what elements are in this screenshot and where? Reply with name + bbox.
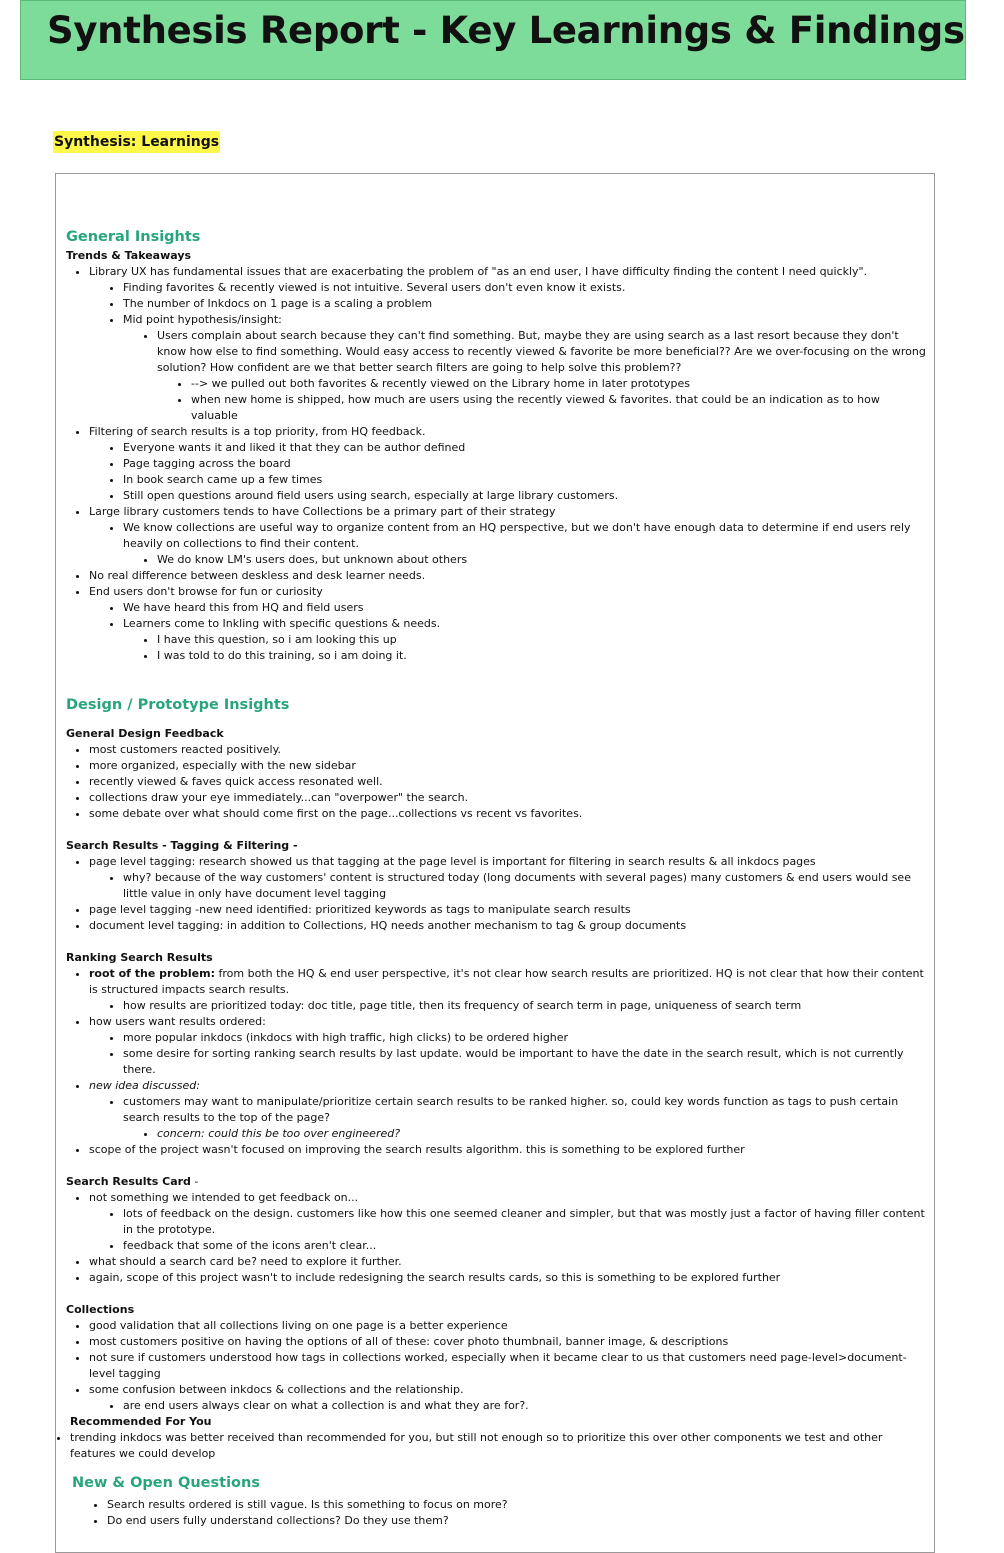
list-item: • Learners come to Inkling with specific questions & needs. • I have this question, so i am looking this up • I was told to do this training, so i am doing it.	[123, 616, 926, 664]
list-item: • --> we pulled out both favorites & recently viewed on the Library home in later prototypes	[191, 376, 926, 392]
list-item: • how results are prioritized today: doc title, page title, then its frequency of search term in page, uniqueness of search term	[123, 998, 926, 1014]
list-item: • why? because of the way customers' content is structured today (long documents with several pages) many customers & end users would see little value in only have document level tagging	[123, 870, 926, 902]
list-item: • most customers positive on having the options of all of these: cover photo thumbnail, banner image, & descriptions	[89, 1334, 926, 1350]
search-card-title: Search Results Card -	[66, 1175, 199, 1188]
list-item: • when new home is shipped, how much are users using the recently viewed & favorites. that could be an indication as to how valuable	[191, 392, 926, 424]
list-item: • Everyone wants it and liked it that they can be author defined	[123, 440, 926, 456]
list-item: • Large library customers tends to have Collections be a primary part of their strategy • We know collections are useful way to organize content from an HQ perspective, but we don't have enough data to determine if end users rely heavily on collections to find their content. • We do know LM's users does, but unknown about others	[89, 504, 926, 568]
report-body	[66, 226, 926, 1529]
general-design-feedback-list	[66, 742, 926, 822]
tagging-filtering-list	[66, 854, 926, 934]
list-item: • feedback that some of the icons aren't clear...	[123, 1238, 926, 1254]
list-item: • page level tagging: research showed us that tagging at the page level is important for filtering in search results & all inkdocs pages • why? because of the way customers' content is structured today (long documents with several pages) many customers & end users would see little value in only have document level tagging	[89, 854, 926, 902]
list-item: • not something we intended to get feedback on... • lots of feedback on the design. customers like how this one seemed cleaner and simpler, but that was mostly just a factor of having filler content in the prototype. • feedback that some of the icons aren't clear...	[89, 1190, 926, 1254]
tagging-filtering-title: Search Results - Tagging & Filtering -	[66, 839, 298, 852]
list-item: • how users want results ordered: • more popular inkdocs (inkdocs with high traffic, high clicks) to be ordered higher • some desire for sorting ranking search results by last update. would be important to have the date in the search result, which is not currently there.	[89, 1014, 926, 1078]
recommended-title: Recommended For You	[70, 1415, 212, 1428]
list-item: • more organized, especially with the new sidebar	[89, 758, 926, 774]
list-item: • Finding favorites & recently viewed is not intuitive. Several users don't even know it exists.	[123, 280, 926, 296]
list-item: • some desire for sorting ranking search results by last update. would be important to have the date in the search result, which is not currently there.	[123, 1046, 926, 1078]
list-item: • I have this question, so i am looking this up	[157, 632, 926, 648]
list-item: • trending inkdocs was better received than recommended for you, but still not enough so to prioritize this over other components we test and other features we could develop	[70, 1430, 926, 1462]
open-questions-heading: New & Open Questions	[72, 1475, 260, 1491]
list-item: • good validation that all collections living on one page is a better experience	[89, 1318, 926, 1334]
list-item: • what should a search card be? need to explore it further.	[89, 1254, 926, 1270]
list-item: • scope of the project wasn't focused on improving the search results algorithm. this is something to be explored further	[89, 1142, 926, 1158]
list-item: • Mid point hypothesis/insight: • Users complain about search because they can't find something. But, maybe they are using search as a last resort because they don't know how else to find something. Would easy access to recently viewed & favorite be more beneficial?? Are we over-focusing on the wrong solution? How confident are we that better search filters are going to help solve this problem?? • --> we pulled out both favorites & recently viewed on the Library home in later prototypes • when new home is shipped, how much are users using the recently viewed & favorites. that could be an indication as to how valuable	[123, 312, 926, 424]
page-title: Synthesis Report - Key Learnings & Findings	[47, 9, 965, 52]
list-item: • recently viewed & faves quick access resonated well.	[89, 774, 926, 790]
list-item: • page level tagging -new need identified: prioritized keywords as tags to manipulate search results	[89, 902, 926, 918]
list-item: • In book search came up a few times	[123, 472, 926, 488]
list-item: • Search results ordered is still vague. Is this something to focus on more?	[107, 1497, 926, 1513]
list-item: • customers may want to manipulate/prioritize certain search results to be ranked higher. so, could key words function as tags to push certain search results to the top of the page? • concern: could this be too over engineered?	[123, 1094, 926, 1142]
list-item: • End users don't browse for fun or curiosity • We have heard this from HQ and field users • Learners come to Inkling with specific questions & needs. • I have this question, so i am looking this up • I was told to do this training, so i am doing it.	[89, 584, 926, 664]
list-item: • some confusion between inkdocs & collections and the relationship. • are end users always clear on what a collection is and what they are for?.	[89, 1382, 926, 1414]
collections-title: Collections	[66, 1303, 135, 1316]
list-item: • We know collections are useful way to organize content from an HQ perspective, but we don't have enough data to determine if end users rely heavily on collections to find their content. • We do know LM's users does, but unknown about others	[123, 520, 926, 568]
list-item: • The number of Inkdocs on 1 page is a scaling a problem	[123, 296, 926, 312]
list-item: • We have heard this from HQ and field users	[123, 600, 926, 616]
section-label: Synthesis: Learnings	[53, 131, 220, 153]
list-item: • lots of feedback on the design. customers like how this one seemed cleaner and simpler, but that was mostly just a factor of having filler content in the prototype.	[123, 1206, 926, 1238]
list-item: • more popular inkdocs (inkdocs with high traffic, high clicks) to be ordered higher	[123, 1030, 926, 1046]
design-insights-heading: Design / Prototype Insights	[66, 697, 290, 713]
title-banner	[20, 0, 966, 80]
list-item: • root of the problem: from both the HQ & end user perspective, it's not clear how search results are prioritized. HQ is not clear that how their content is structured impacts search results. • how results are prioritized today: doc title, page title, then its frequency of search term in page, uniqueness of search term	[89, 966, 926, 1014]
recommended-list	[66, 1430, 926, 1462]
list-item: • document level tagging: in addition to Collections, HQ needs another mechanism to tag & group documents	[89, 918, 926, 934]
list-item: • most customers reacted positively.	[89, 742, 926, 758]
list-item: • I was told to do this training, so i am doing it.	[157, 648, 926, 664]
list-item: • new idea discussed: • customers may want to manipulate/prioritize certain search results to be ranked higher. so, could key words function as tags to push certain search results to the top of the page? • concern: could this be too over engineered?	[89, 1078, 926, 1142]
list-item: • Users complain about search because they can't find something. But, maybe they are using search as a last resort because they don't know how else to find something. Would easy access to recently viewed & favorite be more beneficial?? Are we over-focusing on the wrong solution? How confident are we that better search filters are going to help solve this problem?? • --> we pulled out both favorites & recently viewed on the Library home in later prototypes • when new home is shipped, how much are users using the recently viewed & favorites. that could be an indication as to how valuable	[157, 328, 926, 424]
general-design-feedback-title: General Design Feedback	[66, 727, 224, 740]
general-insights-heading: General Insights	[66, 229, 201, 245]
list-item: • not sure if customers understood how tags in collections worked, especially when it became clear to us that customers need page-level>document-level tagging	[89, 1350, 926, 1382]
open-questions-list	[66, 1497, 926, 1529]
list-item: • Page tagging across the board	[123, 456, 926, 472]
ranking-list	[66, 966, 926, 1158]
ranking-title: Ranking Search Results	[66, 951, 213, 964]
search-card-list	[66, 1190, 926, 1286]
list-item: • No real difference between deskless and desk learner needs.	[89, 568, 926, 584]
list-item: • Do end users fully understand collections? Do they use them?	[107, 1513, 926, 1529]
list-item: • concern: could this be too over engineered?	[157, 1126, 926, 1142]
list-item: • collections draw your eye immediately...can "overpower" the search.	[89, 790, 926, 806]
trends-list	[66, 264, 926, 664]
list-item: • are end users always clear on what a collection is and what they are for?.	[123, 1398, 926, 1414]
collections-list	[66, 1318, 926, 1414]
list-item: • again, scope of this project wasn't to include redesigning the search results cards, so this is something to be explored further	[89, 1270, 926, 1286]
list-item: • Still open questions around field users using search, especially at large library customers.	[123, 488, 926, 504]
list-item: • We do know LM's users does, but unknown about others	[157, 552, 926, 568]
trends-subheading: Trends & Takeaways	[66, 249, 192, 262]
list-item: • Library UX has fundamental issues that are exacerbating the problem of "as an end user, I have difficulty finding the content I need quickly". • Finding favorites & recently viewed is not intuitive. Several users don't even know it exists. • The number of Inkdocs on 1 page is a scaling a problem • Mid point hypothesis/insight: • Users complain about search because they can't find something. But, maybe they are using search as a last resort because they don't know how else to find something. Would easy access to recently viewed & favorite be more beneficial?? Are we over-focusing on the wrong solution? How confident are we that better search filters are going to help solve this problem?? • --> we pulled out both favorites & recently viewed on the Library home in later prototypes • when new home is shipped, how much are users using the recently viewed & favorites. that could be an indication as to how valuable	[89, 264, 926, 424]
list-item: • Filtering of search results is a top priority, from HQ feedback. • Everyone wants it and liked it that they can be author defined • Page tagging across the board • In book search came up a few times • Still open questions around field users using search, especially at large library customers.	[89, 424, 926, 504]
list-item: • some debate over what should come first on the page...collections vs recent vs favorites.	[89, 806, 926, 822]
